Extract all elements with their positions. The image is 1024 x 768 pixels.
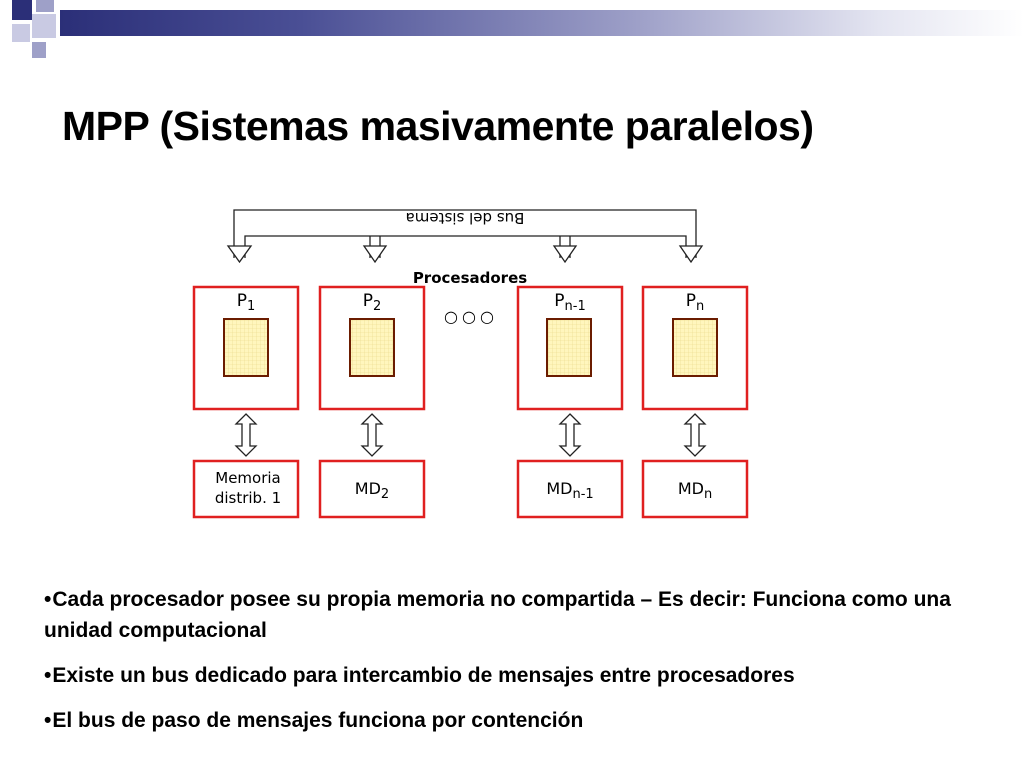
memory-label: MD: [677, 479, 704, 498]
bullet-mark: •: [44, 664, 52, 687]
processor-node-1: [194, 287, 298, 409]
memory-node-1: [194, 461, 298, 517]
processor-chip: [350, 319, 394, 376]
processor-subscript: n: [696, 299, 705, 314]
bullet-mark: •: [44, 709, 52, 732]
processor-chip: [224, 319, 268, 376]
memory-node-n-1: [518, 461, 622, 517]
processor-chip: [673, 319, 717, 376]
memory-label-line2: distrib. 1: [214, 489, 282, 507]
processor-chip: [547, 319, 591, 376]
bullet-item: [44, 660, 1004, 691]
memory-node-2: [320, 461, 424, 517]
bullet-item: [44, 705, 1004, 736]
memory-subscript: 2: [380, 487, 390, 502]
processor-node-n: [643, 287, 747, 409]
memory-subscript: n: [703, 487, 713, 502]
memory-node-n: [643, 461, 747, 517]
bullet-text: Existe un bus dedicado para intercambio de mensajes entre procesadores: [52, 664, 795, 687]
processor-subscript: 2: [372, 299, 382, 314]
bus-label: Bus del sistema: [405, 209, 525, 227]
memory-subscript: n-1: [572, 487, 594, 502]
processor-label: P: [362, 291, 373, 311]
bullet-text: El bus de paso de mensajes funciona por contención: [52, 709, 584, 732]
processor-node-2: [320, 287, 424, 409]
bullet-list: [44, 584, 1004, 750]
ellipsis: ○○○: [444, 307, 498, 326]
bullet-item: [44, 584, 1004, 646]
processors-label: Procesadores: [412, 269, 528, 287]
memory-link-n-1: [560, 414, 580, 456]
processor-label: P: [554, 291, 565, 311]
processor-subscript: 1: [246, 299, 256, 314]
processor-node-n-1: [518, 287, 622, 409]
slide-title: MPP (Sistemas masivamente paralelos): [62, 103, 814, 149]
bullet-text: Cada procesador posee su propia memoria no compartida – Es decir: Funciona como una unidad computacional: [44, 588, 951, 642]
memory-link-n: [685, 414, 705, 456]
memory-label-line1: Memoria: [215, 469, 281, 487]
memory-label: MD: [354, 479, 381, 498]
bus-arrowheads: [228, 246, 702, 262]
bullet-mark: •: [44, 588, 52, 611]
memory-link-1: [236, 414, 256, 456]
processor-subscript: n-1: [564, 299, 586, 314]
processor-label: P: [685, 291, 697, 311]
memory-link-2: [362, 414, 382, 456]
memory-label: MD: [546, 479, 573, 498]
processor-label: P: [236, 291, 247, 311]
